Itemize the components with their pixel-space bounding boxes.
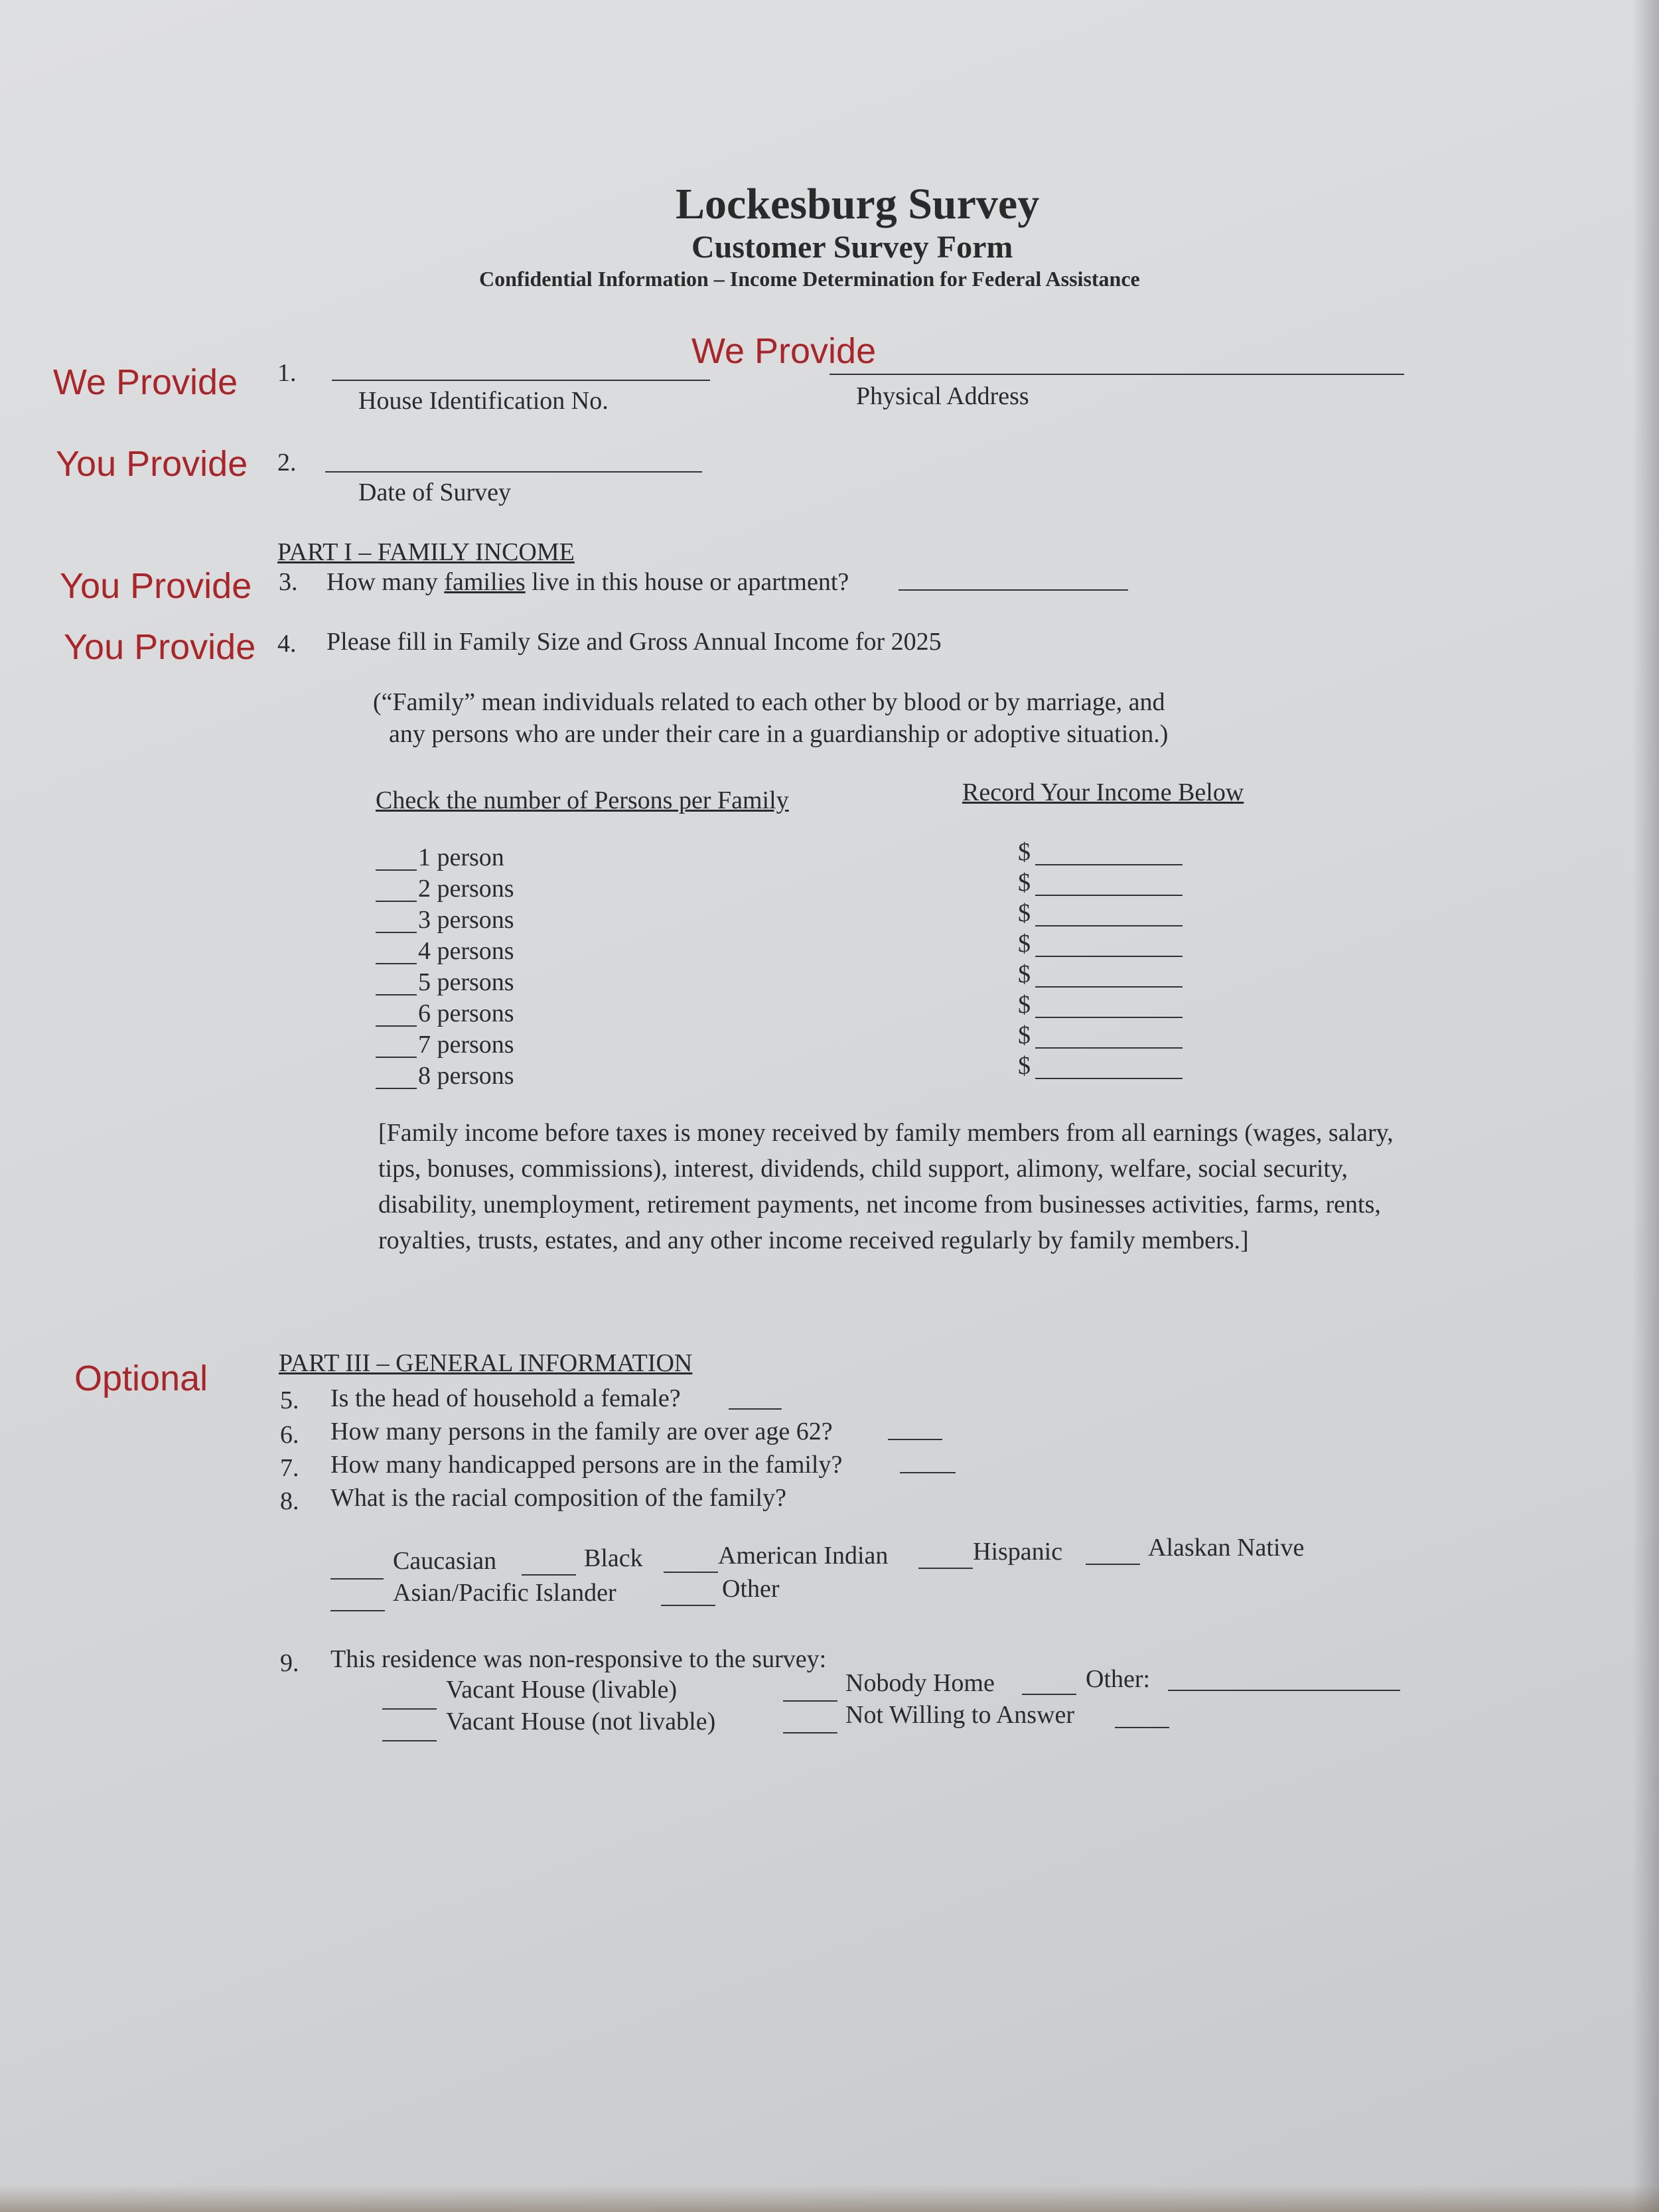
persons-column-heading: Check the number of Persons per Family — [376, 786, 789, 814]
persons-option-label: 7 persons — [418, 1031, 514, 1059]
annotation-you-provide-date: You Provide — [56, 444, 248, 484]
annotation-optional: Optional — [74, 1359, 208, 1398]
nobody-home-checkbox[interactable] — [783, 1700, 837, 1702]
question-number: 2. — [277, 449, 297, 477]
persons-checkbox[interactable] — [376, 963, 417, 964]
race-american-indian: American Indian — [718, 1542, 889, 1570]
race-alaskan-native: Alaskan Native — [1148, 1534, 1305, 1562]
table-surface — [0, 2185, 1659, 2212]
form-title: Lockesburg Survey — [676, 180, 1040, 228]
race-caucasian: Caucasian — [393, 1547, 497, 1575]
question-number: 8. — [280, 1487, 299, 1515]
persons-option-label: 6 persons — [418, 999, 514, 1027]
not-willing-answer-field[interactable] — [1115, 1727, 1169, 1728]
persons-checkbox[interactable] — [376, 1025, 417, 1027]
question-number: 6. — [280, 1421, 299, 1449]
q8-text: What is the racial composition of the family? — [330, 1484, 786, 1512]
income-column-heading: Record Your Income Below — [962, 778, 1244, 806]
q7-text: How many handicapped persons are in the family? — [330, 1451, 843, 1479]
option-vacant-livable: Vacant House (livable) — [446, 1676, 678, 1704]
physical-address-field[interactable] — [830, 374, 1404, 375]
form-subtitle: Customer Survey Form — [691, 230, 1013, 265]
option-vacant-not-livable: Vacant House (not livable) — [446, 1708, 716, 1735]
question-number: 7. — [280, 1454, 299, 1482]
american-indian-checkbox[interactable] — [664, 1572, 718, 1573]
race-asian-pacific-islander: Asian/Pacific Islander — [393, 1579, 616, 1607]
income-amount-field[interactable] — [1035, 925, 1183, 926]
dollar-sign: $ — [1018, 960, 1031, 988]
race-hispanic: Hispanic — [973, 1538, 1063, 1566]
q3-families-word: families — [444, 568, 526, 596]
q7-answer-field[interactable] — [900, 1472, 956, 1473]
family-definition-line1: (“Family” mean individuals related to each other by blood or by marriage, and — [373, 688, 1165, 716]
question-number: 4. — [277, 630, 297, 658]
other-reason-field[interactable] — [1168, 1690, 1400, 1691]
question-number: 3. — [279, 568, 298, 596]
option-nobody-home: Nobody Home — [845, 1669, 995, 1697]
income-amount-field[interactable] — [1035, 1078, 1183, 1079]
confidential-notice: Confidential Information – Income Determination for Federal Assistance — [479, 267, 1140, 291]
annotation-you-provide-families: You Provide — [60, 566, 252, 606]
persons-checkbox[interactable] — [376, 901, 417, 902]
black-checkbox[interactable] — [522, 1574, 576, 1576]
q4-text: Please fill in Family Size and Gross Annual Income for 2025 — [326, 628, 942, 656]
families-count-field[interactable] — [899, 589, 1128, 591]
other-race-checkbox[interactable] — [661, 1605, 715, 1606]
income-amount-field[interactable] — [1035, 986, 1183, 988]
persons-checkbox[interactable] — [376, 932, 417, 933]
dollar-sign: $ — [1018, 1052, 1031, 1080]
persons-option-label: 1 person — [418, 844, 504, 871]
annotation-you-provide-income: You Provide — [64, 627, 256, 667]
question-number: 1. — [277, 359, 297, 387]
vacant-livable-checkbox[interactable] — [382, 1708, 437, 1710]
q6-text: How many persons in the family are over age 62? — [330, 1418, 833, 1445]
race-other: Other — [722, 1575, 780, 1603]
dollar-sign: $ — [1018, 1021, 1031, 1049]
income-amount-field[interactable] — [1035, 956, 1183, 957]
persons-option-label: 8 persons — [418, 1062, 514, 1090]
dollar-sign: $ — [1018, 869, 1031, 897]
alaskan-native-checkbox[interactable] — [1086, 1564, 1140, 1565]
option-not-willing: Not Willing to Answer — [845, 1701, 1075, 1729]
dollar-sign: $ — [1018, 899, 1031, 927]
paper-shadow — [1632, 0, 1659, 2212]
income-amount-field[interactable] — [1035, 895, 1183, 896]
part3-heading: PART III – GENERAL INFORMATION — [279, 1349, 693, 1377]
q9-text: This residence was non-responsive to the survey: — [330, 1645, 827, 1673]
race-black: Black — [584, 1544, 643, 1572]
q3-text-pre: How many — [326, 568, 445, 596]
family-definition-line2: any persons who are under their care in a guardianship or adoptive situation.) — [389, 720, 1169, 748]
hispanic-checkbox[interactable] — [918, 1568, 973, 1569]
other-checkbox[interactable] — [1022, 1694, 1076, 1695]
house-id-label: House Identification No. — [358, 387, 609, 415]
question-number: 5. — [280, 1386, 299, 1414]
vacant-not-livable-checkbox[interactable] — [382, 1740, 437, 1741]
persons-checkbox[interactable] — [376, 994, 417, 995]
dollar-sign: $ — [1018, 838, 1031, 866]
persons-checkbox[interactable] — [376, 1088, 417, 1089]
part1-heading: PART I – FAMILY INCOME — [277, 538, 575, 566]
income-amount-field[interactable] — [1035, 1017, 1183, 1018]
persons-checkbox[interactable] — [376, 1057, 417, 1058]
date-of-survey-field[interactable] — [325, 471, 702, 473]
persons-option-label: 4 persons — [418, 937, 514, 965]
income-amount-field[interactable] — [1035, 864, 1183, 865]
date-of-survey-label: Date of Survey — [358, 479, 512, 506]
dollar-sign: $ — [1018, 930, 1031, 958]
income-amount-field[interactable] — [1035, 1047, 1183, 1049]
dollar-sign: $ — [1018, 991, 1031, 1019]
persons-option-label: 5 persons — [418, 968, 514, 996]
asian-pacific-checkbox[interactable] — [330, 1610, 385, 1611]
persons-option-label: 2 persons — [418, 875, 514, 903]
caucasian-checkbox[interactable] — [330, 1578, 384, 1580]
q6-answer-field[interactable] — [888, 1439, 942, 1440]
q3-text-post: live in this house or apartment? — [525, 568, 849, 596]
income-definition-note: [Family income before taxes is money received by family members from all earnings (wages, salary, tips, bonuses, commissions), interest, dividends, child support, alimony, welfare, social security, disability, unemployment, retirement payments, net income from businesses activities, farms, rents, royalties, trusts, estates, and any other income received regularly by family members.] — [378, 1119, 1394, 1254]
q5-text: Is the head of household a female? — [330, 1384, 681, 1412]
annotation-we-provide-address: We Provide — [691, 331, 877, 371]
not-willing-checkbox[interactable] — [783, 1732, 837, 1733]
persons-checkbox[interactable] — [376, 869, 417, 871]
house-id-field[interactable] — [332, 380, 710, 381]
q3-text — [326, 567, 849, 597]
question-number: 9. — [280, 1649, 299, 1677]
persons-option-label: 3 persons — [418, 906, 514, 934]
q5-answer-field[interactable] — [729, 1408, 782, 1410]
annotation-we-provide-house-id: We Provide — [53, 362, 238, 402]
option-other: Other: — [1086, 1665, 1151, 1693]
physical-address-label: Physical Address — [856, 382, 1029, 410]
